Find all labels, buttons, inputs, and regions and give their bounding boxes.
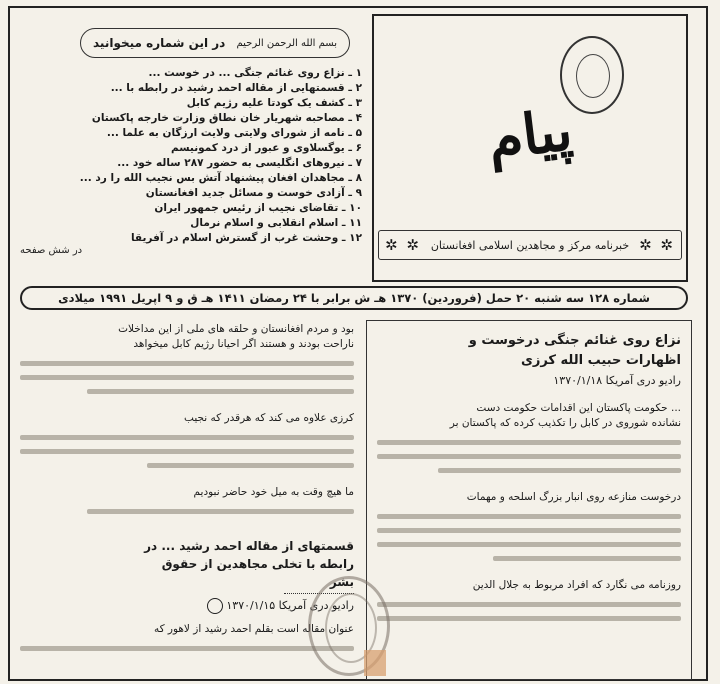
masthead-title: پیام bbox=[484, 97, 576, 173]
illegible-text bbox=[20, 646, 354, 651]
toc-item[interactable]: ۱۲ ـ وحشت غرب از گسترش اسلام در آفریقا bbox=[130, 232, 362, 244]
toc-header bbox=[80, 28, 350, 58]
toc-title: در این شماره میخوانید bbox=[93, 36, 226, 50]
toc-item[interactable]: ۱۰ ـ تقاضای نجیب از رئیس جمهور ایران bbox=[154, 202, 362, 214]
illegible-text bbox=[377, 440, 681, 445]
illegible-text bbox=[87, 509, 354, 514]
masthead-subtitle-band bbox=[378, 230, 682, 260]
toc-footnote: در شش صفحه bbox=[20, 245, 83, 256]
article-right-headline: اظهارات حبیب الله کرزی bbox=[520, 353, 681, 368]
article-left-section-headline: قسمتهای از مقاله احمد رشید ... در bbox=[144, 539, 354, 553]
illegible-text bbox=[87, 389, 354, 394]
ornament-icon: ✲ ✲ bbox=[385, 236, 421, 254]
circle-bullet-icon bbox=[207, 598, 223, 614]
illegible-text bbox=[377, 514, 681, 519]
article-right-paragraph: درخوست منازعه روی انبار بزرگ اسلحه و مهمات bbox=[466, 491, 681, 503]
article-right-lead: ... حکومت پاکستان این اقدامات حکومت دست bbox=[476, 402, 681, 414]
toc-item[interactable]: ۸ ـ مجاهدان افغان پیشنهاد آتش بس نجیب الله را رد ... bbox=[79, 172, 362, 184]
article-left-section-headline: رابطه با تخلی مجاهدین از حقوق bbox=[161, 557, 354, 571]
toc-list bbox=[36, 66, 362, 246]
illegible-text bbox=[438, 468, 681, 473]
toc-item[interactable]: ۳ ـ کشف یک کودتا علیه رژیم کابل bbox=[186, 97, 362, 109]
article-left-lead: بود و مردم افغانستان و حلقه های ملی از این مداخلات bbox=[118, 323, 354, 335]
article-left-lead: ناراحت بودند و هستند اگر احیانا رژیم کابل میخواهد bbox=[133, 338, 354, 350]
illegible-text bbox=[377, 528, 681, 533]
masthead-subtitle: خبرنامه مرکز و مجاهدین اسلامی افغانستان bbox=[430, 238, 630, 252]
article-left-byline bbox=[20, 598, 354, 614]
article-right-lead: نشانده شوروی در کابل را تکذیب کرده که پاکستان بر bbox=[449, 417, 681, 429]
illegible-text bbox=[147, 463, 354, 468]
illegible-text bbox=[377, 616, 681, 621]
illegible-text bbox=[20, 361, 354, 366]
illegible-text bbox=[377, 542, 681, 547]
article-right bbox=[366, 320, 692, 680]
issue-date-band: شماره ۱۲۸ سه شنبه ۲۰ حمل (فروردین) ۱۳۷۰ هـ ش برابر با ۲۴ رمضان ۱۴۱۱ هـ ق و ۹ اپریل ۱۹۹۱ میلادی bbox=[20, 286, 688, 310]
toc-item[interactable]: ۹ ـ آزادی خوست و مسائل جدید افغانستان bbox=[145, 187, 362, 199]
bismillah: بسم الله الرحمن الرحیم bbox=[236, 37, 337, 49]
article-left-paragraph: ما هیچ وقت به میل خود حاضر نبودیم bbox=[193, 486, 354, 498]
ornament-icon: ✲ ✲ bbox=[639, 236, 675, 254]
article-right-headline: نزاع روی غنائم جنگی درخوست و bbox=[468, 333, 681, 348]
article-left-paragraph: کرزی علاوه می کند که هرقدر که نجیب bbox=[184, 412, 354, 424]
illegible-text bbox=[377, 454, 681, 459]
toc-item[interactable]: ۲ ـ قسمتهایی از مقاله احمد رشید در رابطه با ... bbox=[110, 82, 362, 94]
illegible-text bbox=[493, 556, 681, 561]
toc-item[interactable]: ۱۱ ـ اسلام انقلابی و اسلام نرمال bbox=[190, 217, 362, 229]
illegible-text bbox=[377, 602, 681, 607]
toc-item[interactable]: ۷ ـ نیروهای انگلیسی به حضور ۲۸۷ ساله خود ... bbox=[117, 157, 362, 169]
illegible-text bbox=[20, 435, 354, 440]
article-right-byline: رادیو دری آمریکا ۱۳۷۰/۱/۱۸ bbox=[553, 374, 681, 387]
illegible-text bbox=[20, 449, 354, 454]
article-left-section-headline: بشر bbox=[329, 575, 354, 589]
toc-item[interactable]: ۱ ـ نزاع روی غنائم جنگی ... در خوست ... bbox=[148, 67, 362, 79]
toc-item[interactable]: ۵ ـ نامه از شورای ولایتی ولایت ارزگان به علما ... bbox=[106, 127, 362, 139]
toc-item[interactable]: ۶ ـ یوگسلاوی و عبور از درد کمونیسم bbox=[171, 142, 362, 154]
toc-item[interactable]: ۴ ـ مصاحبه شهریار خان نطاق وزارت خارجه پاکستان bbox=[91, 112, 362, 124]
illegible-text bbox=[20, 375, 354, 380]
article-left-byline-text: رادیو دری آمریکا ۱۳۷۰/۱/۱۵ bbox=[226, 599, 354, 612]
stamp-accent bbox=[364, 650, 386, 676]
article-left bbox=[20, 322, 354, 680]
article-right-paragraph: روزنامه می نگارد که افراد مربوط به جلال الدین bbox=[472, 579, 681, 591]
article-left-paragraph: عنوان مقاله است بقلم احمد رشید از لاهور که bbox=[153, 623, 354, 635]
